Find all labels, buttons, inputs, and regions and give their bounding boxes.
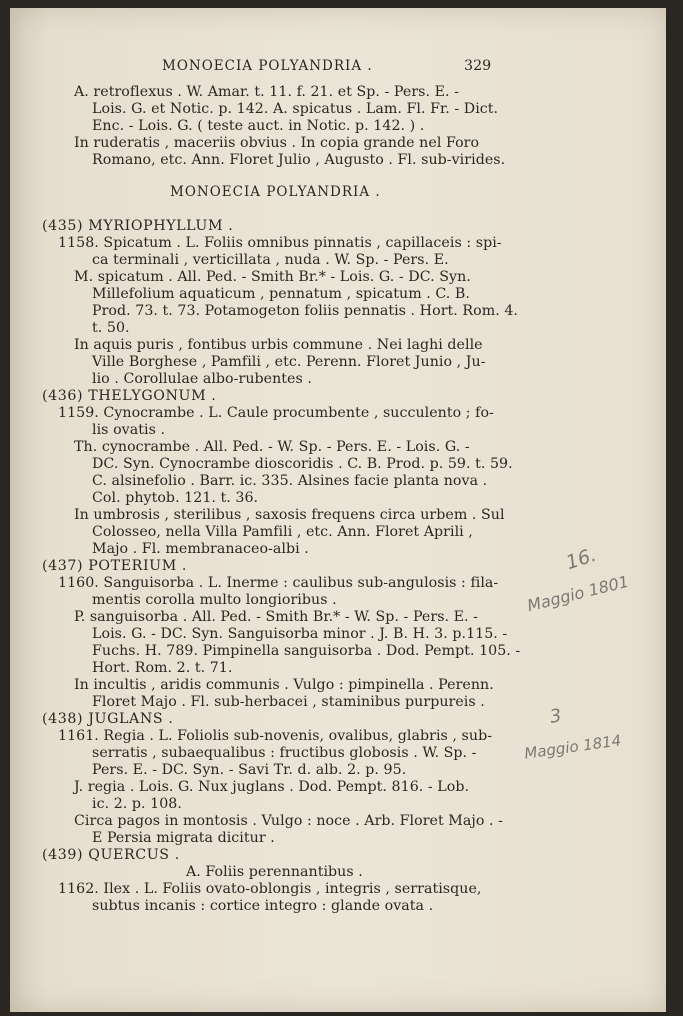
species-entry: 1161. Regia . L. Foliolis sub-novenis, ovalibus, glabris , sub- [58,728,493,744]
text-line: ca terminali , verticillata , nuda . W. Sp. - Pers. E. [92,252,449,268]
genus-heading: (437) POTERIUM . [42,558,188,574]
text-line: E Persia migrata dicitur . [92,830,275,846]
text-line: J. regia . Lois. G. Nux juglans . Dod. Pempt. 816. - Lob. [74,779,470,795]
subsection-heading: A. Foliis perennantibus . [186,864,363,880]
text-line: A. retroflexus . W. Amar. t. 11. f. 21. et Sp. - Pers. E. - [74,84,459,100]
text-line: Romano, etc. Ann. Floret Julio , Augusto . Fl. sub-virides. [92,152,506,168]
text-line: Majo . Fl. membranaceo-albi . [92,541,309,557]
text-line: Pers. E. - DC. Syn. - Savi Tr. d. alb. 2. p. 95. [92,762,407,778]
species-entry: 1160. Sanguisorba . L. Inerme : caulibus sub-angulosis : fila- [58,575,499,591]
text-line: Enc. - Lois. G. ( teste auct. in Notic. p. 142. ) . [92,118,425,134]
text-line: In incultis , aridis communis . Vulgo : pimpinella . Perenn. [74,677,494,693]
text-line: M. spicatum . All. Ped. - Smith Br.* - Lois. G. - DC. Syn. [74,269,471,285]
genus-heading: (435) MYRIOPHYLLUM . [42,218,234,234]
handwritten-note: Maggio 1814 [523,731,623,763]
text-line: Prod. 73. t. 73. Potamogeton foliis pennatis . Hort. Rom. 4. [92,303,518,319]
text-line: t. 50. [92,320,130,336]
page-number: 329 [464,58,492,74]
handwritten-note: 16. [563,543,599,575]
text-line: DC. Syn. Cynocrambe dioscoridis . C. B. Prod. p. 59. t. 59. [92,456,513,472]
handwritten-note: Maggio 1801 [525,571,631,616]
text-line: mentis corolla multo longioribus . [92,592,337,608]
text-line: Floret Majo . Fl. sub-herbacei , staminibus purpureis . [92,694,485,710]
text-line: Millefolium aquaticum , pennatum , spicatum . C. B. [92,286,470,302]
handwritten-note: 3 [548,705,564,728]
text-line: C. alsinefolio . Barr. ic. 335. Alsines facie planta nova . [92,473,488,489]
text-line: ic. 2. p. 108. [92,796,182,812]
book-page [10,8,666,1012]
text-line: In umbrosis , sterilibus , saxosis frequens circa urbem . Sul [74,507,505,523]
text-line: lis ovatis . [92,422,166,438]
text-line: P. sanguisorba . All. Ped. - Smith Br.* - W. Sp. - Pers. E. - [74,609,479,625]
text-line: Ville Borghese , Pamfili , etc. Perenn. Floret Junio , Ju- [92,354,486,370]
text-line: Hort. Rom. 2. t. 71. [92,660,233,676]
text-line: Colosseo, nella Villa Pamfili , etc. Ann. Floret Aprili , [92,524,473,540]
text-line: serratis , subaequalibus : fructibus globosis . W. Sp. - [92,745,477,761]
text-line: Lois. G. et Notic. p. 142. A. spicatus . Lam. Fl. Fr. - Dict. [92,101,499,117]
species-entry: 1162. Ilex . L. Foliis ovato-oblongis , integris , serratisque, [58,881,482,897]
species-entry: 1159. Cynocrambe . L. Caule procumbente , succulento ; fo- [58,405,494,421]
text-line: subtus incanis : cortice integro : glande ovata . [92,898,434,914]
text-line: Circa pagos in montosis . Vulgo : noce . Arb. Floret Majo . - [74,813,503,829]
running-head: MONOECIA POLYANDRIA . [162,58,373,74]
text-line: Lois. G. - DC. Syn. Sanguisorba minor . J. B. H. 3. p.115. - [92,626,508,642]
genus-heading: (439) QUERCUS . [42,847,180,863]
text-line: Th. cynocrambe . All. Ped. - W. Sp. - Pers. E. - Lois. G. - [74,439,470,455]
text-line: In ruderatis , maceriis obvius . In copia grande nel Foro [74,135,480,151]
genus-heading: (436) THELYGONUM . [42,388,217,404]
text-line: In aquis puris , fontibus urbis commune . Nei laghi delle [74,337,483,353]
genus-heading: (438) JUGLANS . [42,711,174,727]
section-heading: MONOECIA POLYANDRIA . [170,184,381,200]
text-line: lio . Corollulae albo-rubentes . [92,371,312,387]
text-line: Col. phytob. 121. t. 36. [92,490,259,506]
species-entry: 1158. Spicatum . L. Foliis omnibus pinnatis , capillaceis : spi- [58,235,502,251]
text-line: Fuchs. H. 789. Pimpinella sanguisorba . Dod. Pempt. 105. - [92,643,521,659]
